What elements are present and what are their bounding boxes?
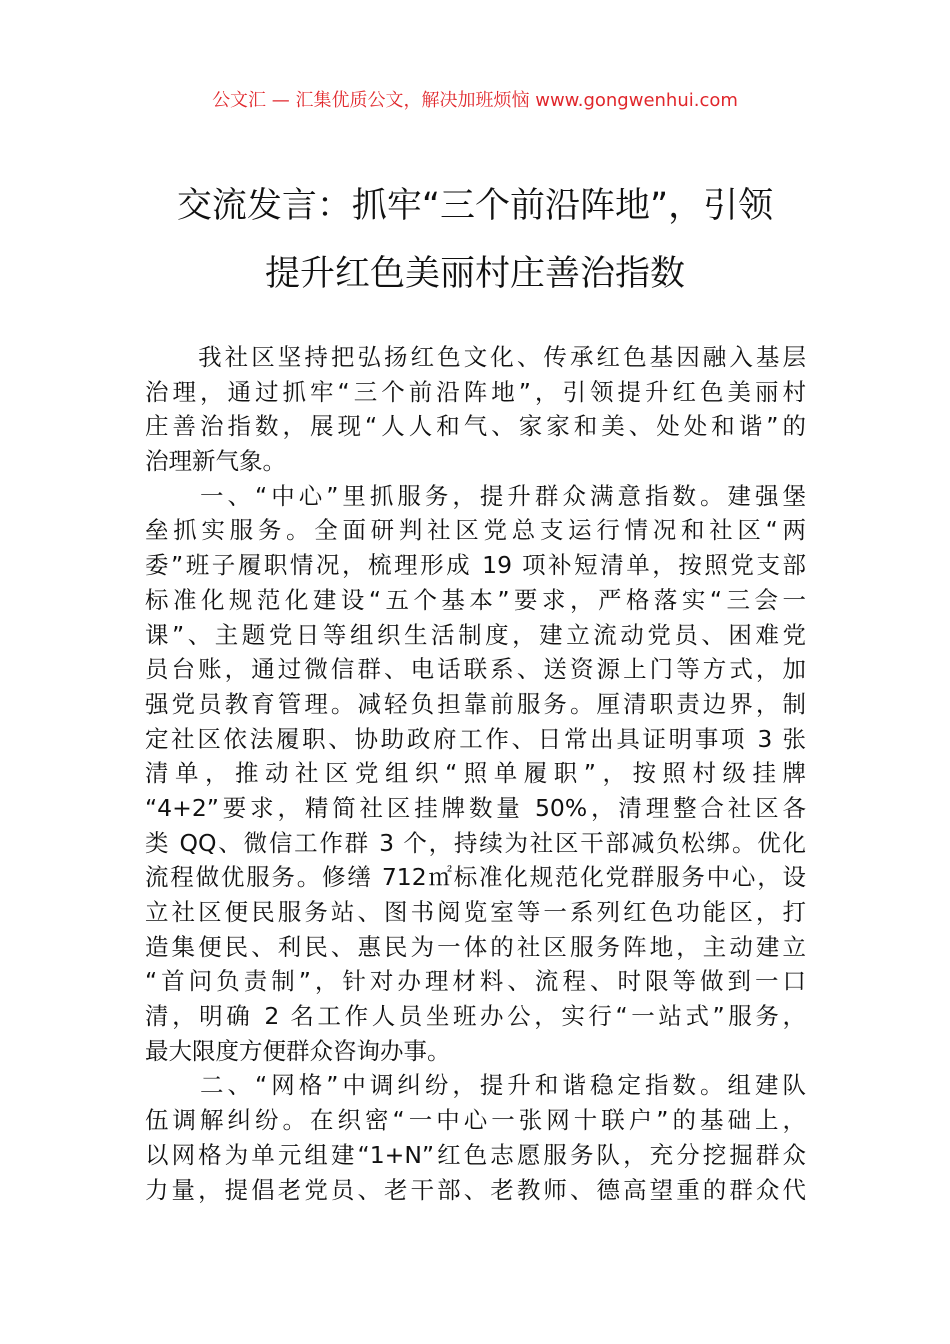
body-text-line: 力量，提倡老党员、老干部、老教师、德高望重的群众代 xyxy=(145,1175,806,1204)
watermark-header: 公文汇 — 汇集优质公文，解决加班烦恼 www.gongwenhui.com xyxy=(212,90,738,111)
body-text-line: 立社区便民服务站、图书阅览室等一系列红色功能区，打 xyxy=(145,898,806,926)
body-text-line: 委”班子履职情况，梳理形成 19 项补短清单，按照党支部 xyxy=(145,551,806,580)
body-text-line: 治理，通过抓牢“三个前沿阵地”，引领提升红色美丽村 xyxy=(145,377,806,406)
body-text-line: 课”、主题党日等组织生活制度，建立流动党员、困难党 xyxy=(145,620,806,649)
body-text-line: 造集便民、利民、惠民为一体的社区服务阵地，主动建立 xyxy=(145,932,806,961)
body-text-line: 最大限度方便群众咨询办事。 xyxy=(145,1036,451,1065)
document-title-line-1: 交流发言：抓牢“三个前沿阵地”，引领 xyxy=(176,186,774,226)
body-text-line: 流程做优服务。修缮 712㎡标准化规范化党群服务中心，设 xyxy=(145,863,806,892)
body-text-line: 类 QQ、微信工作群 3 个，持续为社区干部减负松绑。优化 xyxy=(145,828,806,857)
body-text-line: 我社区坚持把弘扬红色文化、传承红色基因融入基层 xyxy=(145,343,806,371)
body-text-line: “4+2”要求，精简社区挂牌数量 50%，清理整合社区各 xyxy=(145,793,806,822)
document-title-line-2: 提升红色美丽村庄善治指数 xyxy=(264,254,685,294)
body-text-line: 清，明确 2 名工作人员坐班办公，实行“一站式”服务， xyxy=(145,1002,806,1031)
body-text-line: 标准化规范化建设“五个基本”要求，严格落实“三会一 xyxy=(145,585,806,614)
body-text-line: 强党员教育管理。减轻负担靠前服务。厘清职责边界，制 xyxy=(145,689,806,718)
body-text-line: 一、“中心”里抓服务，提升群众满意指数。建强堡 xyxy=(145,481,806,510)
body-text-line: 治理新气象。 xyxy=(145,447,286,476)
document-body xyxy=(145,340,806,1207)
body-text-line: 二、“网格”中调纠纷，提升和谐稳定指数。组建队 xyxy=(145,1071,806,1100)
body-text-line: 伍调解纠纷。在织密“一中心一张网十联户”的基础上， xyxy=(145,1106,806,1135)
body-text-line: 定社区依法履职、协助政府工作、日常出具证明事项 3 张 xyxy=(145,724,806,753)
body-text-line: 庄善治指数，展现“人人和气、家家和美、处处和谐”的 xyxy=(145,412,806,441)
body-text-line: 清单，推动社区党组织“照单履职”，按照村级挂牌 xyxy=(145,759,806,788)
body-text-line: 员台账，通过微信群、电话联系、送资源上门等方式，加 xyxy=(145,655,806,684)
body-text-line: “首问负责制”，针对办理材料、流程、时限等做到一口 xyxy=(145,967,806,996)
body-text-line: 以网格为单元组建“1+N”红色志愿服务队，充分挖掘群众 xyxy=(145,1140,806,1169)
body-text-line: 垒抓实服务。全面研判社区党总支运行情况和社区“两 xyxy=(145,516,806,545)
